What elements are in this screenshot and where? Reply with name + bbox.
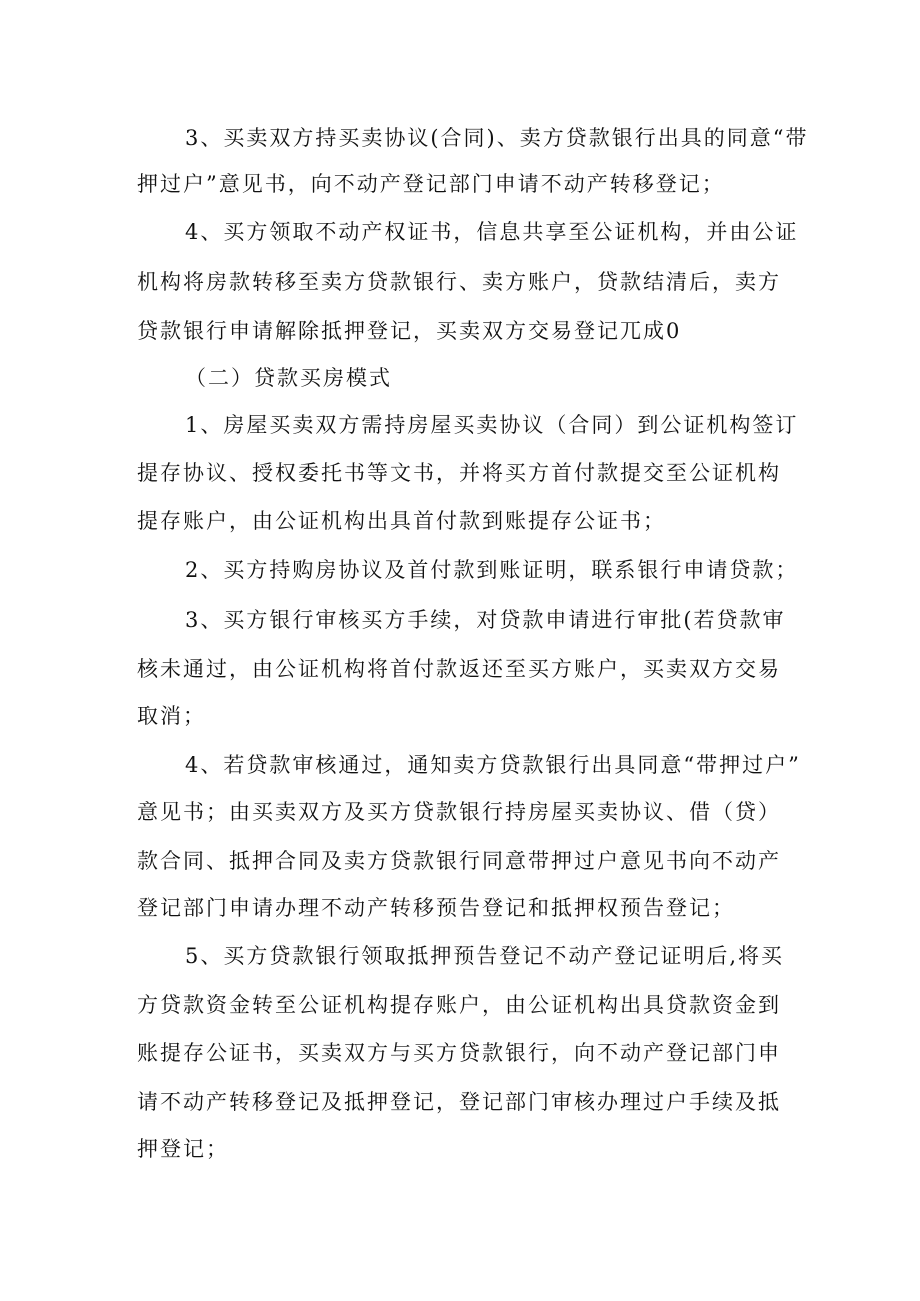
text-line: 2、买方持购房协议及首付款到账证明，联系银行申请贷款； [185,558,799,582]
text-line: 登记部门申请办理不动产转移预告登记和抵押权预告登记； [137,896,735,920]
text-line: 贷款银行申请解除抵押登记，买卖双方交易登记兀成0 [137,319,682,343]
text-line: 3、买卖双方持买卖协议(合同)、卖方贷款银行出具的同意“带 [185,126,809,150]
text-line: 款合同、抵押合同及卖方贷款银行同意带押过户意见书向不动产 [137,849,781,873]
text-line: 押登记； [137,1137,229,1161]
text-line: 取消； [137,704,206,728]
text-line: 押过户”意见书，向不动产登记部门申请不动产转移登记； [137,172,725,196]
text-line: 提存账户，由公证机构出具首付款到账提存公证书； [137,509,666,533]
text-line: 方贷款资金转至公证机构提存账户，由公证机构出具贷款资金到 [137,993,781,1017]
text-line: 提存协议、授权委托书等文书，并将买方首付款提交至公证机构 [137,461,781,485]
text-line: 请不动产转移登记及抵押登记，登记部门审核办理过户手续及抵 [137,1090,781,1114]
text-line: 意见书；由买卖双方及买方贷款银行持房屋买卖协议、借（贷） [137,800,781,824]
text-line: 4、买方领取不动产权证书，信息共享至公证机构，并由公证 [185,220,799,244]
text-line: 5、买方贷款银行领取抵押预告登记不动产登记证明后,将买 [185,944,785,968]
text-line: 4、若贷款审核通过，通知卖方贷款银行出具同意“带押过户” [185,753,801,777]
text-line: 核未通过，由公证机构将首付款返还至买方账户，买卖双方交易 [137,657,781,681]
text-line: 1、房屋买卖双方需持房屋买卖协议（合同）到公证机构签订 [185,413,799,437]
text-line: 账提存公证书，买卖双方与买方贷款银行，向不动产登记部门申 [137,1041,781,1065]
section-heading: （二）贷款买房模式 [185,366,392,390]
text-line: 机构将房款转移至卖方贷款银行、卖方账户，贷款结清后，卖方 [137,270,781,294]
text-line: 3、买方银行审核买方手续，对贷款申请进行审批(若贷款审 [185,608,786,632]
